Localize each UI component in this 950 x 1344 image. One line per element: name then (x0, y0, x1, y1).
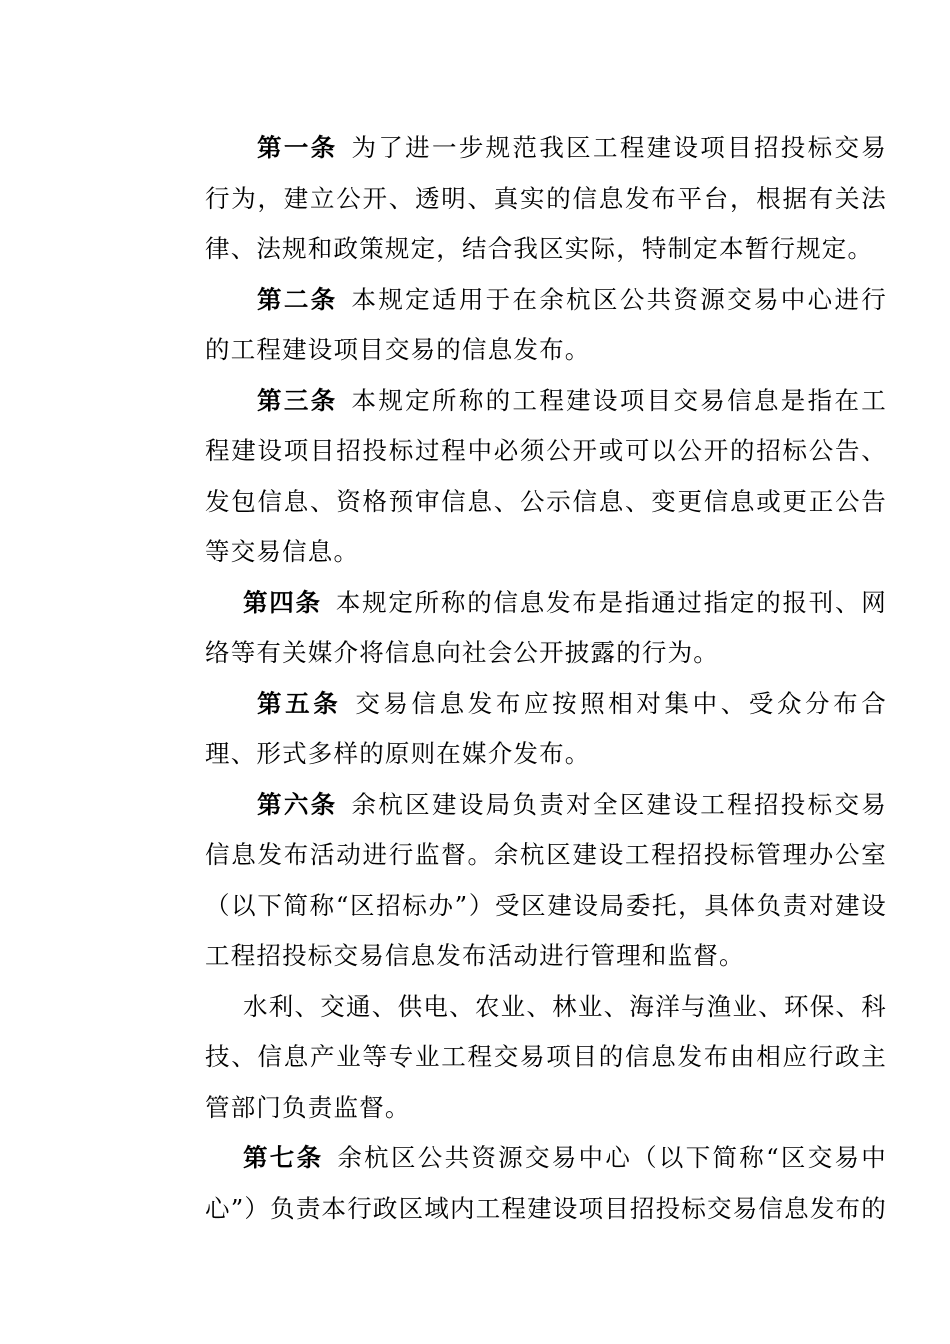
article-1-text: 为了进一步规范我区工程建设项目招投标交易行为，建立公开、透明、真实的信息发布平台，根据有关法律、法规和政策规定，结合我区实际，特制定本暂行规定。 (205, 133, 887, 263)
article-2-text: 本规定适用于在余杭区公共资源交易中心进行的工程建设项目交易的信息发布。 (205, 284, 887, 364)
article-4 (205, 578, 887, 679)
article-4-heading: 第四条 (243, 587, 322, 617)
article-1 (205, 123, 887, 275)
article-3 (205, 376, 887, 578)
document-body (205, 123, 887, 1234)
article-3-heading: 第三条 (257, 385, 338, 415)
article-5 (205, 679, 887, 780)
article-5-heading: 第五条 (257, 688, 342, 718)
article-1-heading: 第一条 (257, 133, 338, 162)
article-6-supplement-text: 水利、交通、供电、农业、林业、海洋与渔业、环保、科技、信息产业等专业工程交易项目的信息发布由相应行政主管部门负责监督。 (205, 991, 887, 1122)
article-6 (205, 780, 887, 982)
article-7 (205, 1133, 887, 1234)
article-5-text: 交易信息发布应按照相对集中、受众分布合理、形式多样的原则在媒介发布。 (205, 688, 887, 768)
article-2-heading: 第二条 (257, 284, 338, 314)
article-6-supplement (205, 982, 887, 1134)
article-2 (205, 275, 887, 376)
article-7-heading: 第七条 (243, 1143, 324, 1172)
article-7-text: 余杭区公共资源交易中心（以下简称“区交易中心”）负责本行政区域内工程建设项目招投标交易信息发布的 (205, 1143, 887, 1223)
article-3-text: 本规定所称的工程建设项目交易信息是指在工程建设项目招投标过程中必须公开或可以公开的招标公告、发包信息、资格预审信息、公示信息、变更信息或更正公告等交易信息。 (205, 385, 887, 566)
article-6-text: 余杭区建设局负责对全区建设工程招投标交易信息发布活动进行监督。余杭区建设工程招投标管理办公室（以下简称“区招标办”）受区建设局委托，具体负责对建设工程招投标交易信息发布活动进行管理和监督。 (205, 789, 887, 970)
article-6-heading: 第六条 (257, 789, 338, 819)
article-4-text: 本规定所称的信息发布是指通过指定的报刊、网络等有关媒介将信息向社会公开披露的行为。 (205, 587, 887, 667)
